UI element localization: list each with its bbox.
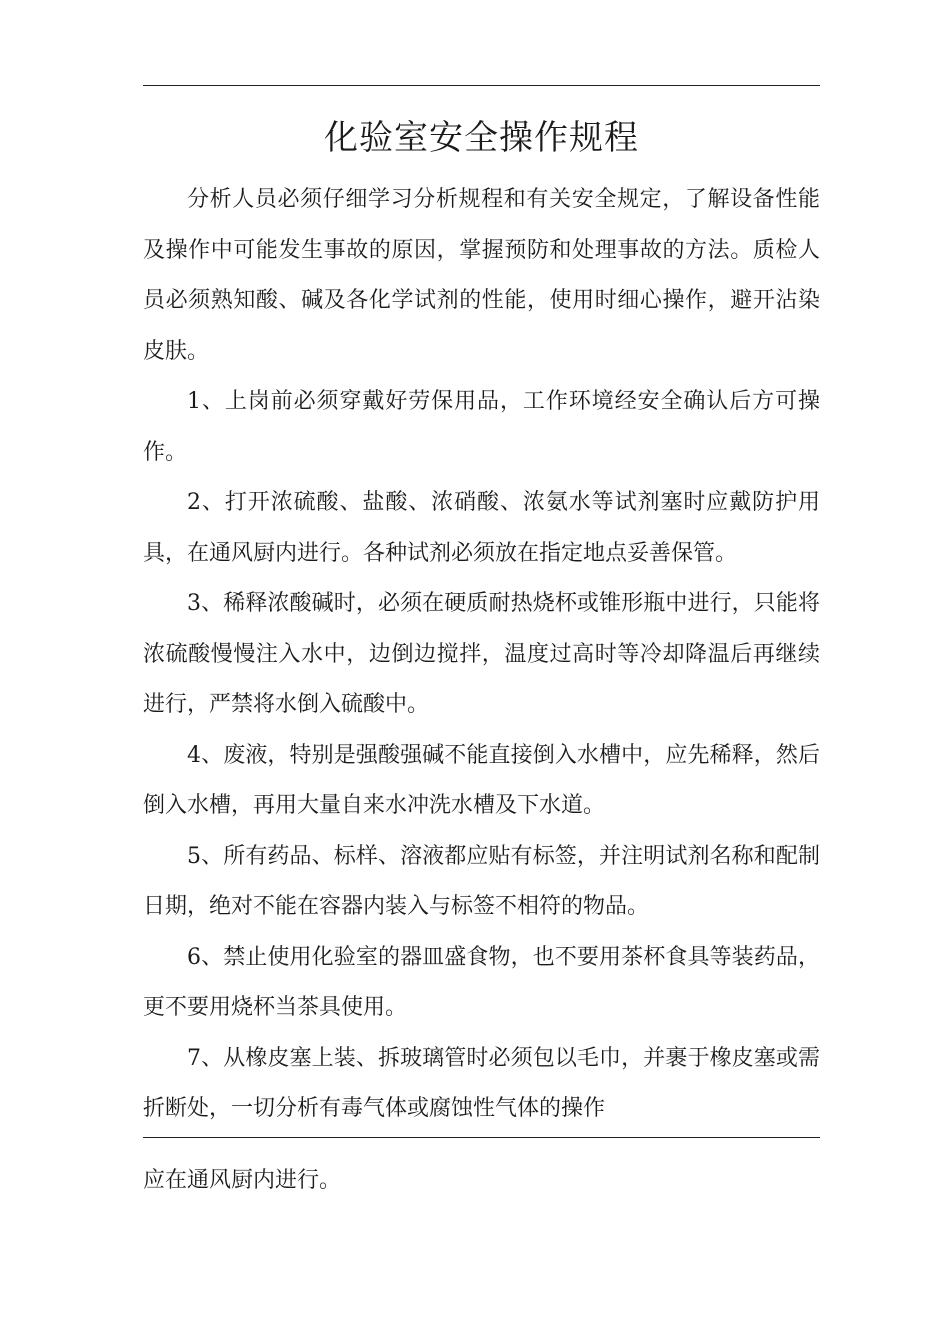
intro-paragraph: 分析人员必须仔细学习分析规程和有关安全规定，了解设备性能及操作中可能发生事故的原因，掌握预防和处理事故的方法。质检人员必须熟知酸、碱及各化学试剂的性能，使用时细心操作，避开沾染皮肤。 xyxy=(143,187,820,364)
rule-item-3: 3、稀释浓酸碱时，必须在硬质耐热烧杯或锥形瓶中进行，只能将浓硫酸慢慢注入水中，边倒边搅拌，温度过高时等冷却降温后再继续进行，严禁将水倒入硫酸中。 xyxy=(143,591,820,717)
rule-item-2: 2、打开浓硫酸、盐酸、浓硝酸、浓氨水等试剂塞时应戴防护用具，在通风厨内进行。各种试剂必须放在指定地点妥善保管。 xyxy=(143,490,820,566)
document-title: 化验室安全操作规程 xyxy=(324,118,639,158)
document-body xyxy=(143,175,820,1135)
rule-item-5: 5、所有药品、标样、溶液都应贴有标签，并注明试剂名称和配制日期，绝对不能在容器内装入与标签不相符的物品。 xyxy=(143,843,820,919)
bottom-divider xyxy=(143,1137,820,1138)
rule-item-7: 7、从橡皮塞上装、拆玻璃管时必须包以毛巾，并裹于橡皮塞或需折断处，一切分析有毒气体或腐蚀性气体的操作 xyxy=(143,1045,820,1121)
top-divider xyxy=(143,85,820,86)
continued-text: 应在通风厨内进行。 xyxy=(143,1168,342,1193)
rule-item-1: 1、上岗前必须穿戴好劳保用品，工作环境经安全确认后方可操作。 xyxy=(143,389,820,465)
rule-item-6: 6、禁止使用化验室的器皿盛食物，也不要用茶杯食具等装药品，更不要用烧杯当茶具使用。 xyxy=(143,944,820,1020)
rule-item-4: 4、废液，特别是强酸强碱不能直接倒入水槽中，应先稀释，然后倒入水槽，再用大量自来水冲洗水槽及下水道。 xyxy=(143,742,820,818)
